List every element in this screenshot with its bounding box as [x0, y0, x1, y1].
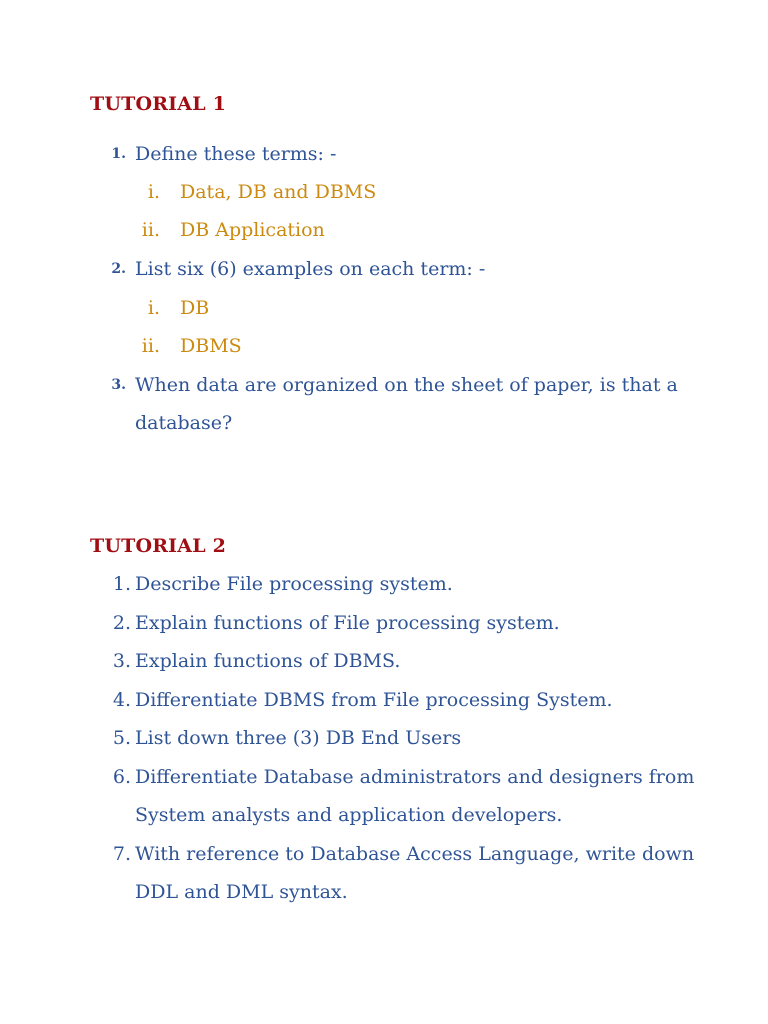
question-text: Define these terms: -	[135, 143, 337, 165]
list-number: 1.	[112, 573, 131, 595]
tutorial-2-item-7	[0, 842, 768, 866]
tutorial-2-item-4	[0, 688, 768, 712]
tutorial-2-item-2	[0, 611, 768, 635]
question-text: Explain functions of DBMS.	[135, 650, 401, 672]
tutorial-2-item-6	[0, 765, 768, 789]
tutorial-1-question-1-sub-i	[0, 180, 768, 204]
tutorial-1-question-2-sub-i	[0, 296, 768, 320]
question-text: Describe File processing system.	[135, 573, 453, 595]
list-number: 3.	[112, 650, 131, 672]
tutorial-2-item-5	[0, 726, 768, 750]
tutorial-2-item-3	[0, 649, 768, 673]
sub-item-text: DB	[180, 297, 210, 319]
tutorial-1-heading: TUTORIAL 1	[90, 93, 227, 115]
list-number: 5.	[112, 727, 131, 749]
question-text: Differentiate DBMS from File processing System.	[135, 689, 613, 711]
question-text: Explain functions of File processing system.	[135, 612, 560, 634]
question-text: Differentiate Database administrators and designers from	[135, 766, 695, 788]
sub-item-text: DB Application	[180, 219, 325, 241]
tutorial-1-question-1-sub-ii	[0, 218, 768, 242]
tutorial-2-item-1	[0, 572, 768, 596]
question-text: With reference to Database Access Language, write down	[135, 843, 695, 865]
tutorial-1-question-3-continued	[0, 411, 768, 435]
list-number: 1.	[111, 146, 126, 162]
tutorial-1-question-3	[0, 373, 768, 397]
question-text: System analysts and application developers.	[135, 804, 563, 826]
list-number: 2.	[111, 261, 126, 277]
question-text: When data are organized on the sheet of paper, is that a	[135, 374, 678, 396]
tutorial-2-heading: TUTORIAL 2	[90, 535, 227, 557]
roman-number: ii.	[141, 219, 160, 241]
list-number: 7.	[112, 843, 131, 865]
list-number: 4.	[112, 689, 131, 711]
sub-item-text: Data, DB and DBMS	[180, 181, 377, 203]
list-number: 3.	[111, 377, 126, 393]
list-number: 6.	[112, 766, 131, 788]
roman-number: i.	[147, 297, 160, 319]
list-number: 2.	[112, 612, 131, 634]
question-text: database?	[135, 412, 233, 434]
tutorial-1-question-2-sub-ii	[0, 334, 768, 358]
tutorial-2-item-6-continued	[0, 803, 768, 827]
question-text: List six (6) examples on each term: -	[135, 258, 486, 280]
question-text: List down three (3) DB End Users	[135, 727, 462, 749]
roman-number: ii.	[141, 335, 160, 357]
tutorial-1-question-1	[0, 142, 768, 166]
roman-number: i.	[147, 181, 160, 203]
tutorial-2-item-7-continued	[0, 880, 768, 904]
question-text: DDL and DML syntax.	[135, 881, 348, 903]
sub-item-text: DBMS	[180, 335, 242, 357]
tutorial-1-question-2	[0, 257, 768, 281]
